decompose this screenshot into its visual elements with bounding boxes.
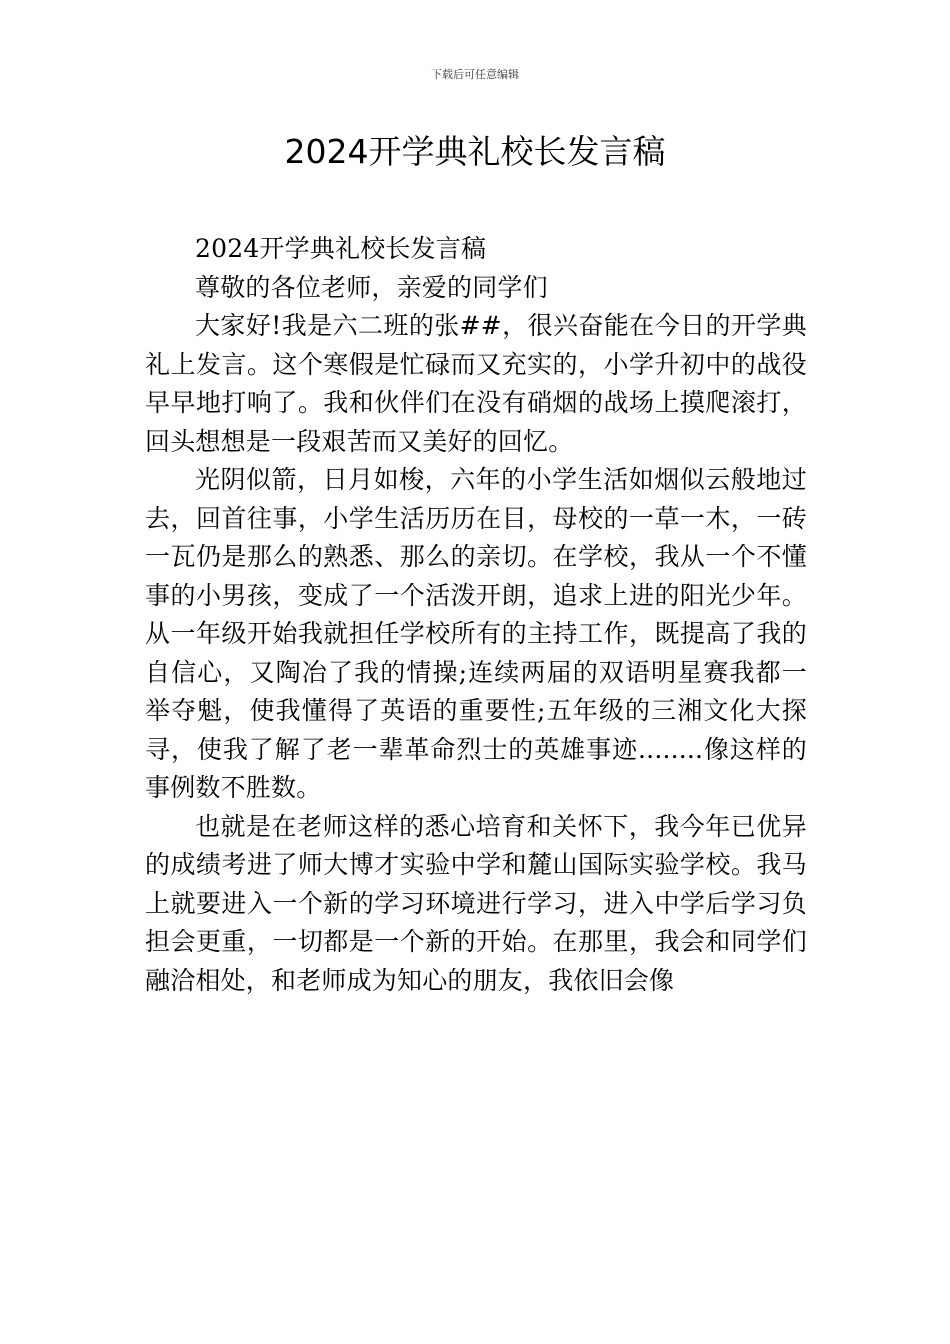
paragraph: 也就是在老师这样的悉心培育和关怀下，我今年已优异的成绩考进了师大博才实验中学和麓山国际实验学校。我马上就要进入一个新的学习环境进行学习，进入中学后学习负担会更重，一切都是一个新的开始。在那里，我会和同学们融洽相处，和老师成为知心的朋友，我依旧会像 (145, 811, 807, 995)
paragraph: 光阴似箭，日月如梭，六年的小学生活如烟似云般地过去，回首往事，小学生活历历在目，母校的一草一木，一砖一瓦仍是那么的熟悉、那么的亲切。在学校，我从一个不懂事的小男孩，变成了一个活泼开朗，追求上进的阳光少年。从一年级开始我就担任学校所有的主持工作，既提高了我的自信心，又陶冶了我的情操;连续两届的双语明星赛我都一举夺魁，使我懂得了英语的重要性;五年级的三湘文化大探寻，使我了解了老一辈革命烈士的英雄事迹........像这样的事例数不胜数。 (145, 465, 807, 802)
paragraph: 大家好!我是六二班的张##，很兴奋能在今日的开学典礼上发言。这个寒假是忙碌而又充实的，小学升初中的战役早早地打响了。我和伙伴们在没有硝烟的战场上摸爬滚打，回头想想是一段艰苦而又美好的回忆。 (145, 311, 807, 456)
header-note: 下载后可任意编辑 (431, 68, 519, 81)
paragraph: 尊敬的各位老师，亲爱的同学们 (195, 272, 548, 302)
paragraph: 2024开学典礼校长发言稿 (195, 234, 487, 263)
document-body (145, 230, 807, 1000)
document-title: 2024开学典礼校长发言稿 (284, 132, 666, 171)
